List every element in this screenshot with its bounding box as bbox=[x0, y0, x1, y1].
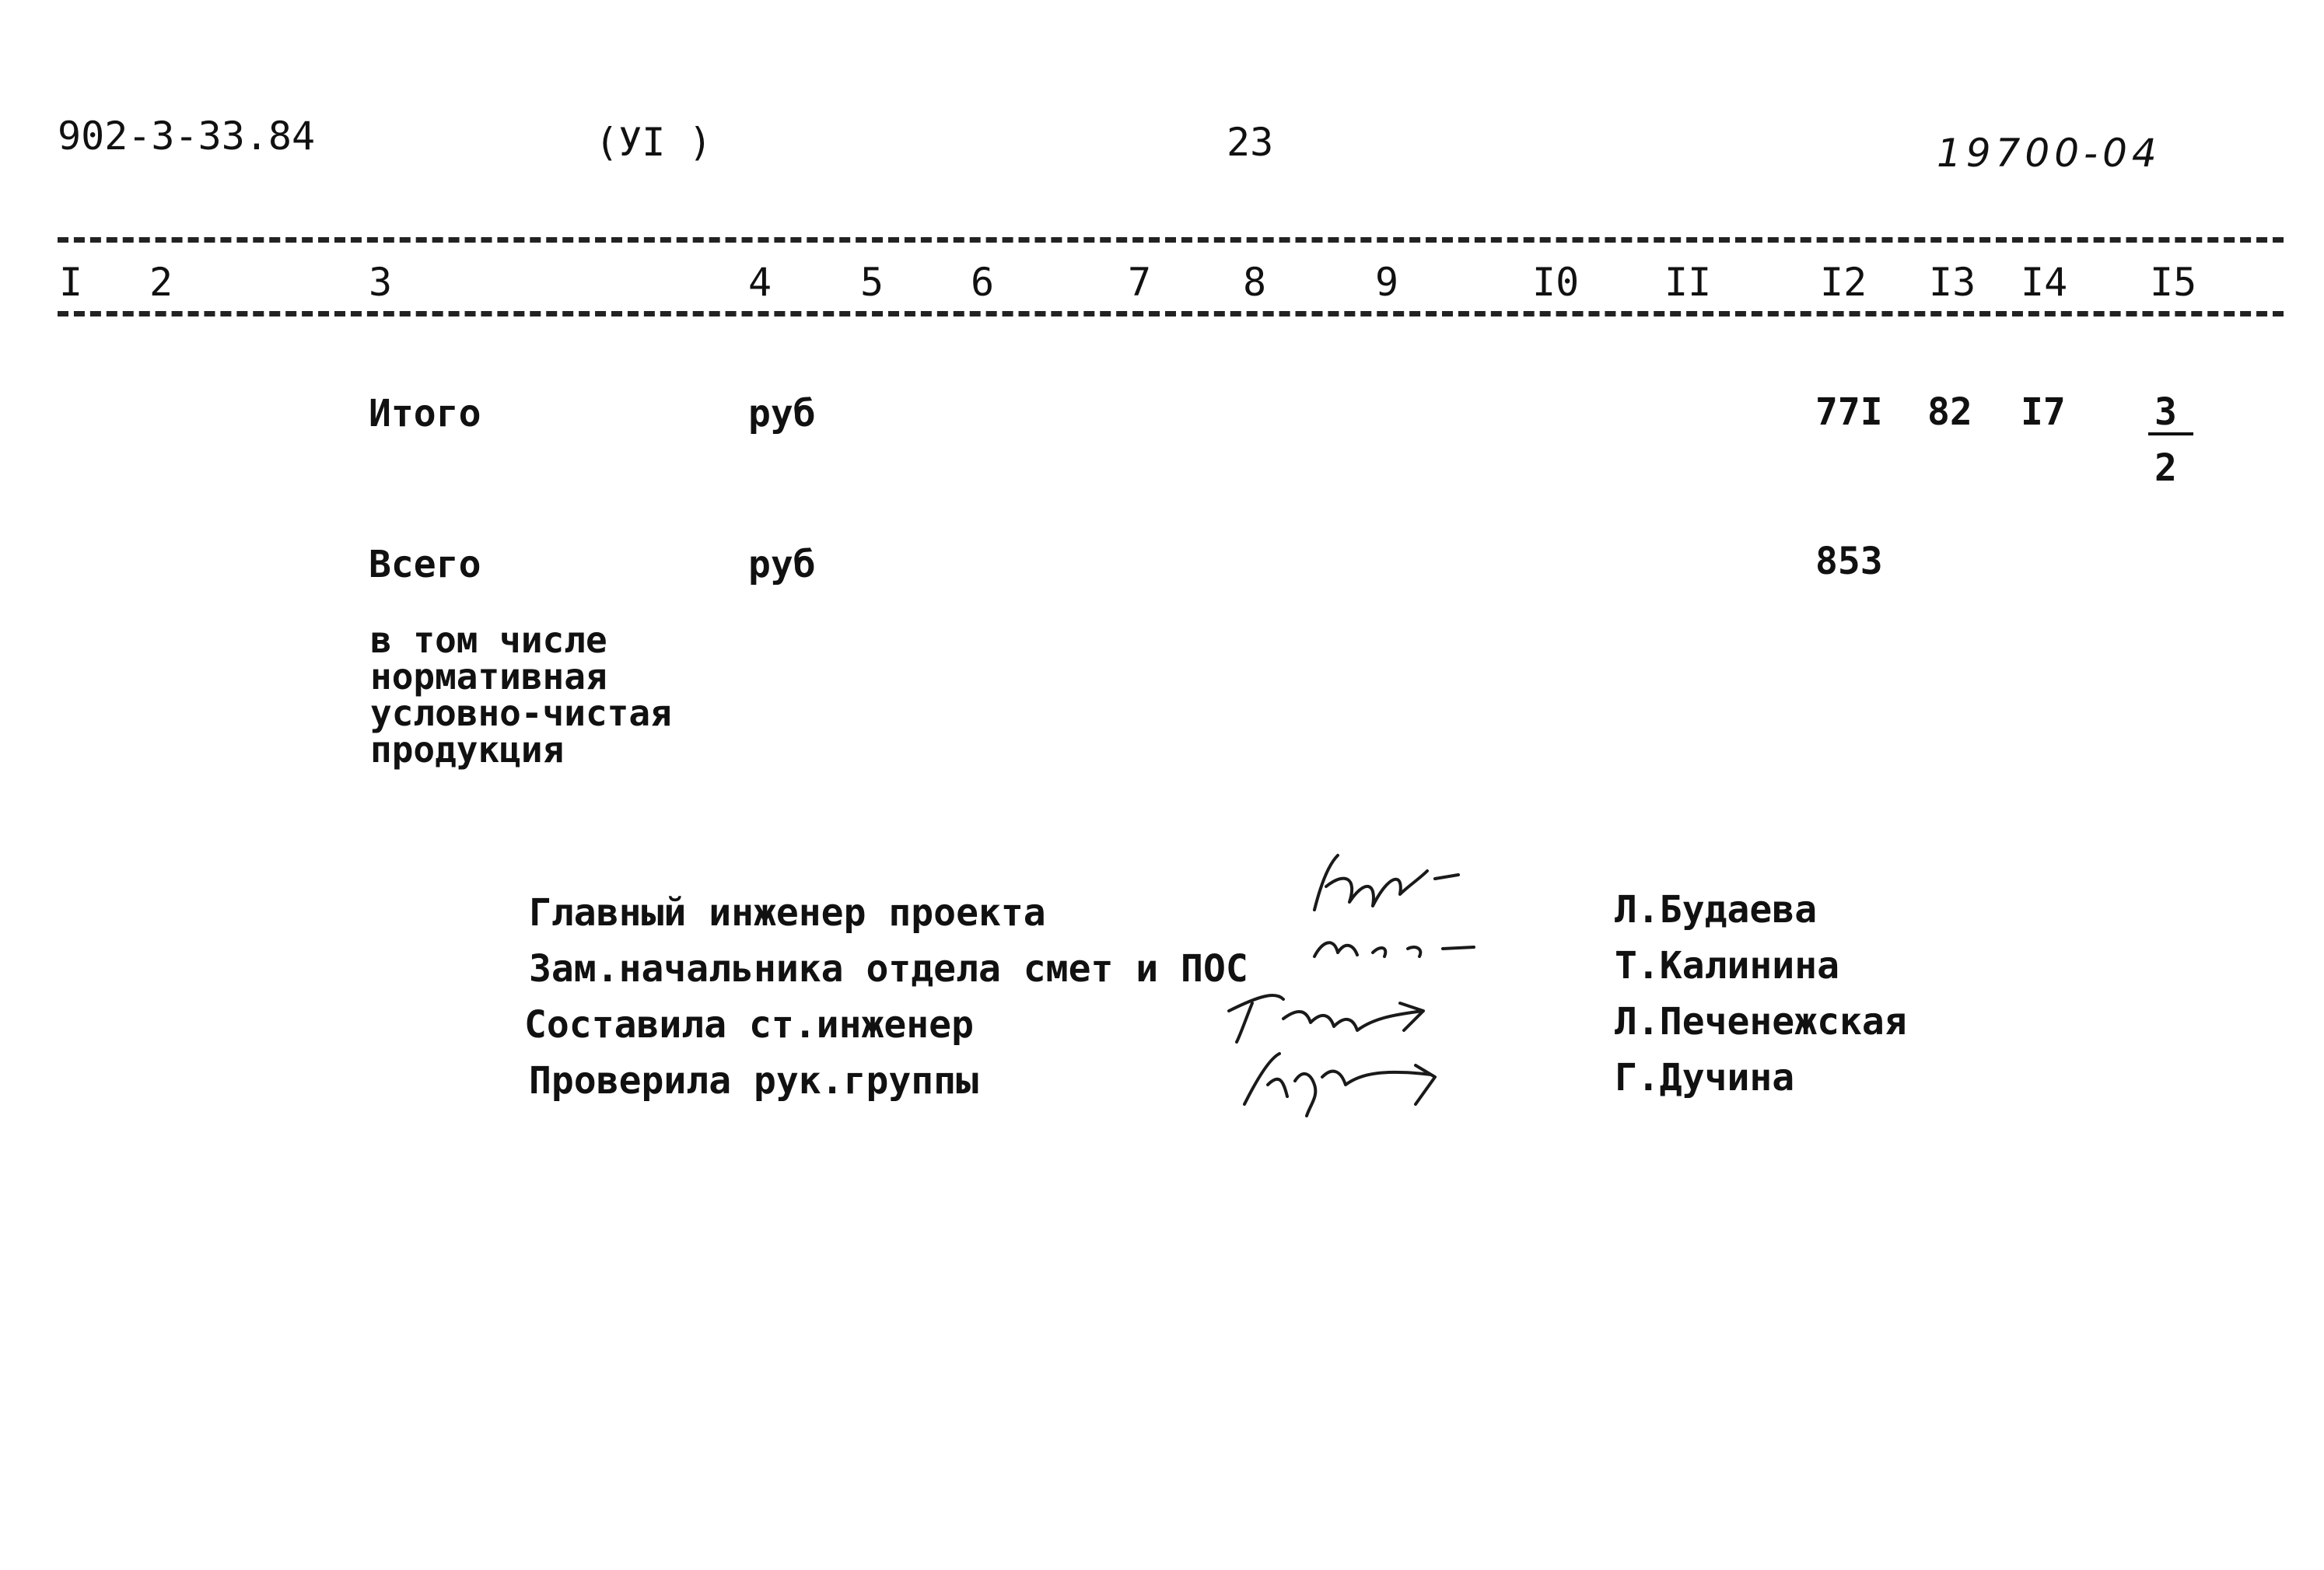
vsego-col12-value: 853 bbox=[1815, 540, 1883, 583]
signatory-role-4: Проверила рук.группы bbox=[529, 1059, 978, 1103]
itogo-col14-value: I7 bbox=[2021, 390, 2066, 434]
column-number-13: I3 bbox=[1929, 260, 1976, 305]
section-label: (УI ) bbox=[595, 120, 712, 165]
itogo-col15-denominator: 2 bbox=[2154, 446, 2177, 490]
itogo-col15-numerator: 3 bbox=[2154, 390, 2177, 434]
signatory-name-3: Л.Печенежская bbox=[1615, 1000, 1907, 1044]
note-line-1: в том числе bbox=[370, 619, 607, 661]
column-number-10: I0 bbox=[1532, 260, 1580, 305]
signatory-role-1: Главный инженер проекта bbox=[529, 891, 1046, 935]
column-number-7: 7 bbox=[1128, 260, 1152, 305]
column-number-4: 4 bbox=[748, 260, 772, 305]
column-number-12: I2 bbox=[1820, 260, 1867, 305]
vsego-label: Всего bbox=[369, 543, 481, 586]
column-number-14: I4 bbox=[2021, 260, 2068, 305]
signatory-name-1: Л.Будаева bbox=[1615, 888, 1818, 932]
handwritten-signature-3 bbox=[1213, 988, 1447, 1050]
page-number: 23 bbox=[1227, 120, 1274, 165]
inventory-number: 19700-04 bbox=[1937, 131, 2161, 176]
itogo-col12-value: 77I bbox=[1815, 390, 1883, 434]
signatory-name-4: Г.Дучина bbox=[1615, 1056, 1795, 1100]
vsego-unit: руб bbox=[748, 543, 816, 586]
column-number-8: 8 bbox=[1243, 260, 1267, 305]
handwritten-signature-1 bbox=[1291, 848, 1493, 933]
note-line-2: нормативная bbox=[370, 656, 607, 698]
signatory-name-2: Т.Калинина bbox=[1615, 944, 1839, 988]
itogo-col13-value: 82 bbox=[1927, 390, 1972, 434]
column-number-15: I5 bbox=[2150, 260, 2197, 305]
column-number-1: I bbox=[59, 260, 83, 305]
handwritten-signature-2 bbox=[1307, 925, 1486, 972]
header-rule-bottom bbox=[58, 311, 2284, 316]
column-number-5: 5 bbox=[860, 260, 884, 305]
column-number-6: 6 bbox=[971, 260, 995, 305]
itogo-label: Итого bbox=[369, 392, 481, 435]
column-number-2: 2 bbox=[149, 260, 173, 305]
document-code: 902-3-33.84 bbox=[58, 114, 316, 159]
note-line-3: условно-чистая bbox=[370, 692, 672, 734]
column-number-11: II bbox=[1664, 260, 1712, 305]
column-number-3: 3 bbox=[369, 260, 393, 305]
itogo-unit: руб bbox=[748, 392, 816, 435]
column-number-9: 9 bbox=[1375, 260, 1399, 305]
signatory-role-3: Составила ст.инженер bbox=[524, 1003, 974, 1047]
signatory-role-2: Зам.начальника отдела смет и ПОС bbox=[529, 947, 1248, 991]
header-rule-top bbox=[58, 237, 2284, 243]
note-line-4: продукция bbox=[370, 729, 565, 771]
handwritten-signature-4 bbox=[1237, 1042, 1462, 1128]
fraction-bar bbox=[2148, 432, 2193, 435]
